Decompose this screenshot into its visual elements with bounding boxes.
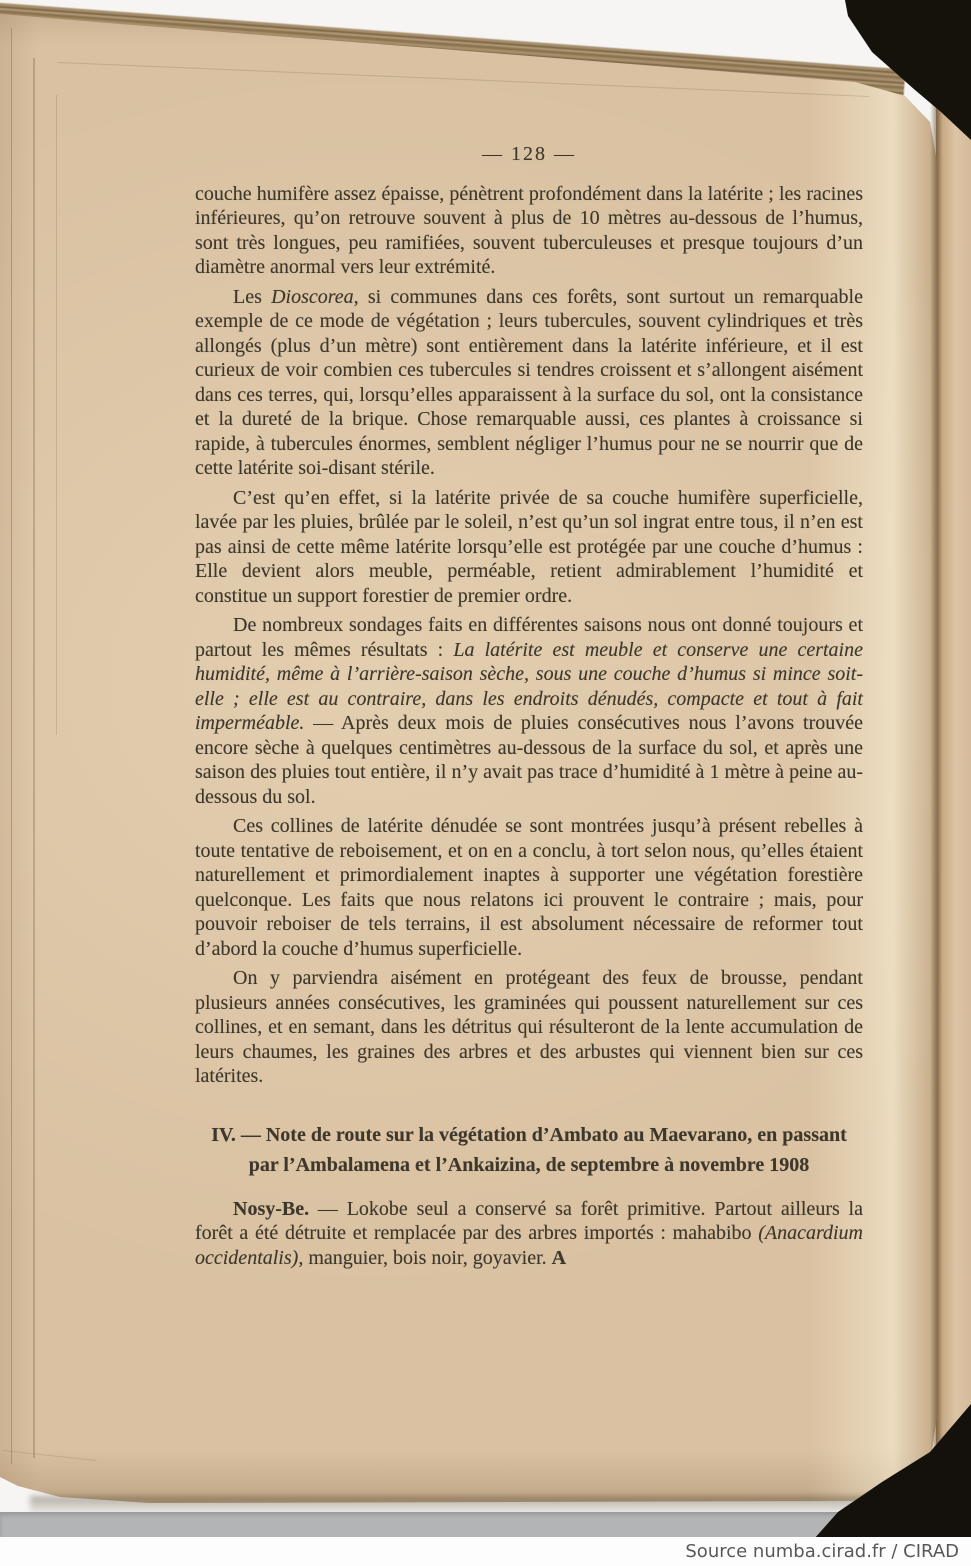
catchword-bold: A bbox=[551, 1246, 567, 1269]
page-gutter-shadow bbox=[930, 88, 942, 1492]
genus-name-italic: Dioscorea bbox=[271, 285, 354, 308]
section-heading-line2: par l’Ambalamena et l’Ankaizina, de septembre à novembre 1908 bbox=[248, 1153, 810, 1176]
paragraph-text: — Après deux mois de pluies consécutives nous l’avons trouvée encore sèche à quelques centimètres au-dessous de la surface du sol, et après une saison des pluies tout entière, il n’y avait pas trace d’humidité à 1 mètre à peine au-dessous du sol. bbox=[195, 712, 863, 808]
paragraph-text: On y parviendra aisément en protégeant des feux de brousse, pendant plusieurs années consécutives, les graminées qui poussent naturellement sur ces collines, et en semant, dans les détritus qui résulteront de la lente accumulation de leurs chaumes, les graines des arbres et des arbustes qui viennent bien sur ces latérites. bbox=[195, 967, 863, 1087]
paragraph-text: De nombreux sondages faits en différentes saisons nous ont donné toujours et partout les mêmes résultats : bbox=[195, 614, 863, 661]
paragraph-text: Les bbox=[233, 285, 272, 308]
paragraph-text: couche humifère assez épaisse, pénètrent profondément dans la latérite ; les racines inférieures, qu’on retrouve souvent à plus de 10 mètres au-dessous de l’humus, sont très longues, peu ramifiées, souvent tuberculeuses et presque toujours d’un diamètre anormal vers leur extrémité. bbox=[195, 182, 863, 278]
attribution-bar bbox=[0, 1537, 971, 1566]
paragraph-reboisement bbox=[195, 966, 863, 1089]
scanner-background-band bbox=[0, 1512, 860, 1538]
paragraph-laterite-humus bbox=[195, 486, 863, 609]
paragraph-text: C’est qu’en effet, si la latérite privée de sa couche humifère superficielle, lavée par les pluies, brûlée par le soleil, n’est qu’un sol ingrat entre tous, il n’en est pas ainsi de cette même latérite lorsqu’elle est protégée par une couche d’humus : Elle devient alors meuble, perméable, retient admirablement l’humidité et constitue un support forestier de premier ordre. bbox=[195, 486, 863, 607]
place-name-bold: Nosy-Be. bbox=[233, 1197, 310, 1220]
page-text-block bbox=[195, 142, 863, 1275]
section-heading bbox=[195, 1120, 863, 1180]
page-edge-line bbox=[56, 95, 57, 735]
results-italic: La latérite est meuble et conserve une certaine humidité, même à l’arrière-saison sèche, sous une couche d’humus si mince soit-elle ; elle est au contraire, dans les endroits dénudés, compacte et tout à fait imperméable. bbox=[195, 638, 863, 734]
source-attribution: Source numba.cirad.fr / CIRAD bbox=[685, 1541, 959, 1562]
paragraph-text: Ces collines de latérite dénudée se sont montrées jusqu’à présent rebelles à toute tentative de reboisement, et on en a conclu, à tort selon nous, qu’elles étaient naturellement et primordialement inaptes à supporter une végétation forestière quelconque. Les faits que nous relatons ici prouvent le contraire ; mais, pour pouvoir reboiser de tels terrains, il est absolument nécessaire de reformer tout d’abord la couche d’humus superficielle. bbox=[195, 815, 863, 960]
paragraph-text: — Lokobe seul a conservé sa forêt primitive. Partout ailleurs la forêt a été détruite et remplacée par des arbres importés : mahabibo bbox=[195, 1197, 863, 1244]
section-heading-line1: IV. — Note de route sur la végétation d’Ambato au Maevarano, en passant bbox=[211, 1123, 847, 1146]
page-edge-line bbox=[11, 28, 12, 1464]
paragraph-laterite-roots bbox=[195, 182, 863, 280]
paragraph-nosy-be bbox=[195, 1197, 863, 1271]
paragraph-collines bbox=[195, 814, 863, 961]
paragraph-text: , si communes dans ces forêts, sont surtout un remarquable exemple de ce mode de végétation ; leurs tubercules, souvent cylindriques et très allongés (plus d’un mètre) sont entièrement dans la latérite inférieure, et il est curieux de voir combien ces tubercules si tendres croissent et s’allongent aisément dans ces terres, qui, lorsqu’elles apparaissent à la surface du sol, ont la consistance et la dureté de la brique. Chose remarquable aussi, ces plantes à croissance si rapide, à tubercules énormes, semblent négliger l’humus pour ne se nourrir que de cette latérite soi-disant stérile. bbox=[195, 285, 863, 479]
paragraph-sondages bbox=[195, 613, 863, 809]
paragraph-dioscorea bbox=[195, 285, 863, 481]
page-edge-line bbox=[33, 58, 35, 1458]
latin-name-italic: (Anacardium occidentalis) bbox=[195, 1222, 863, 1269]
paragraph-text: , manguier, bois noir, goyavier. bbox=[298, 1246, 552, 1269]
page-number: — 128 — bbox=[482, 143, 576, 165]
